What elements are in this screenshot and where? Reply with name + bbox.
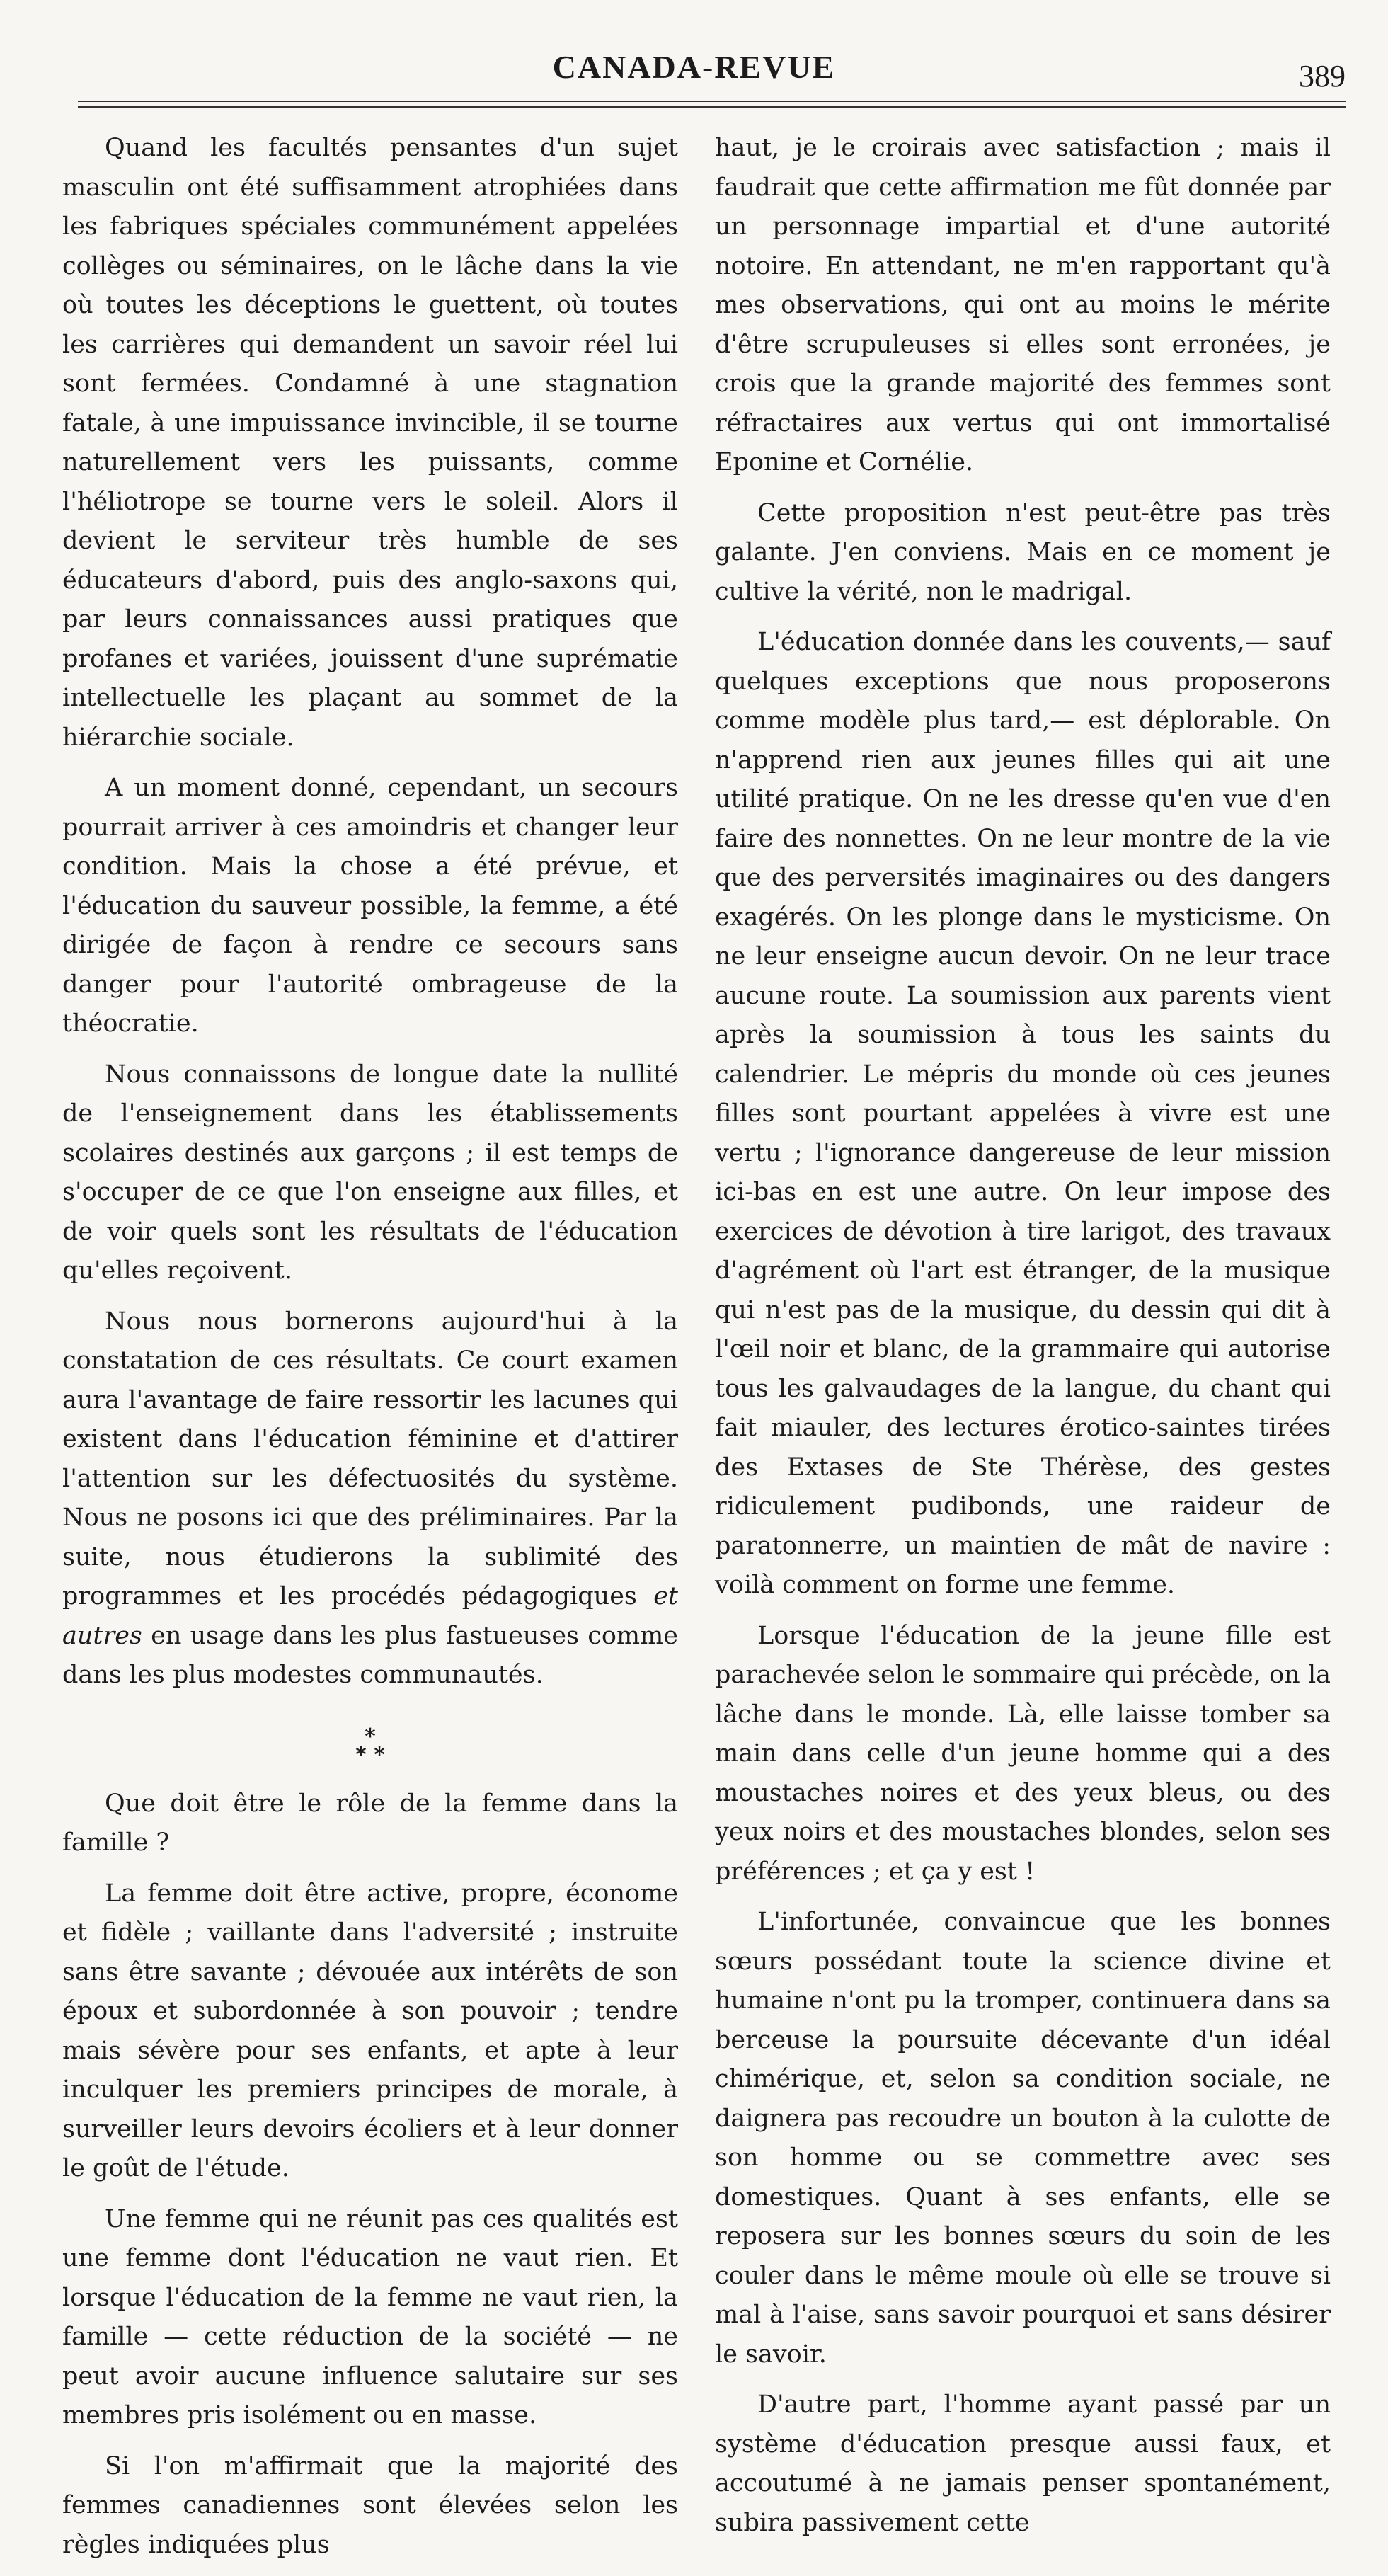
journal-title: CANADA-REVUE (552, 49, 836, 85)
paragraph: A un moment donné, cependant, un secours pourrait arriver à ces amoindris et changer leur condition. Mais la chose a été prévue, et l'éducation du sauveur possible, la femme, a été dirigée de façon à rendre ce secours sans danger pour l'autorité ombrageuse de la théocratie. (62, 774, 678, 1038)
paragraph: Si l'on m'affirmait que la majorité des femmes canadiennes sont élevées selon les règles indiquées plus (62, 2451, 678, 2559)
paragraph: Cette proposition n'est peut-être pas très galante. J'en conviens. Mais en ce moment je cultive la vérité, non le madrigal. (715, 498, 1331, 606)
page-header (0, 0, 1388, 113)
paragraph: Nous connaissons de longue date la nullité de l'enseignement dans les établissements scolaires destinés aux garçons ; il est temps de s'occuper de ce que l'on enseigne aux filles, et de voir quels sont les résultats de l'éducation qu'elles reçoivent. (62, 1060, 678, 1285)
asterism-bottom: * * (355, 1742, 385, 1768)
italic-phrase: et autres (62, 1582, 678, 1650)
left-column (62, 129, 678, 2576)
paragraph: Quand les facultés pensantes d'un sujet masculin ont été suffisamment atrophiées dans les fabriques spéciales communément appelées collèges ou séminaires, on le lâche dans la vie où toutes les déceptions le guettent, où toutes les carrières qui demandent un savoir réel lui sont fermées. Condamné à une stagnation fatale, à une impuissance invincible, il se tourne naturellement vers les puissants, comme l'héliotrope se tourne vers le soleil. Alors il devient le serviteur très humble de ses éducateurs d'abord, puis des anglo-saxons qui, par leurs connaissances aussi pratiques que profanes et variées, jouissent d'une suprématie intellectuelle les plaçant au sommet de la hiérarchie sociale. (62, 134, 678, 752)
asterism-top: * (365, 1724, 376, 1749)
paragraph: Lorsque l'éducation de la jeune fille est parachevée selon le sommaire qui précède, on la lâche dans le monde. Là, elle laisse tomber sa main dans celle d'un jeune homme qui a des moustaches noires et des yeux bleus, ou des yeux noirs et des moustaches blondes, selon ses préférences ; et ça y est ! (715, 1621, 1331, 1886)
page-number: 389 (1299, 59, 1346, 93)
paragraph: La femme doit être active, propre, économe et fidèle ; vaillante dans l'adversité ; instruite sans être savante ; dévouée aux intérêts de son époux et subordonnée à son pouvoir ; tendre mais sévère pour ses enfants, et apte à leur inculquer les premiers principes de morale, à surveiller leurs devoirs écoliers et à leur donner le goût de l'étude. (62, 1879, 678, 2182)
paragraph-text: Nous nous bornerons aujourd'hui à la constatation de ces résultats. Ce court examen aura l'avantage de faire ressortir les lacunes qui existent dans l'éducation féminine et d'attirer l'attention sur les défectuosités du système. Nous ne posons ici que des préliminaires. Par la suite, nous étudierons la sublimité des programmes et les procédés pédagogiques (62, 1307, 678, 1610)
right-column (715, 129, 1331, 2554)
paragraph: L'éducation donnée dans les couvents,— sauf quelques exceptions que nous proposerons comme modèle plus tard,— est déplorable. On n'apprend rien aux jeunes filles qui ait une utilité pratique. On ne les dresse qu'en vue d'en faire des nonnettes. On ne leur montre de la vie que des perversités imaginaires ou des dangers exagérés. On les plonge dans le mysticisme. On ne leur enseigne aucun devoir. On ne leur trace aucune route. La soumission aux parents vient après la soumission à tous les saints du calendrier. Le mépris du monde où ces jeunes filles sont pourtant appelées à vivre est une vertu ; l'ignorance dangereuse de leur mission ici-bas en est une autre. On leur impose des exercices de dévotion à tire larigot, des travaux d'agrément où l'art est étranger, de la musique qui n'est pas de la musique, du dessin qui dit à l'œil noir et blanc, de la grammaire qui autorise tous les galvaudages de la langue, du chant qui fait miauler, des lectures érotico-saintes tirées des Extases de Ste Thérèse, des gestes ridiculement pudibonds, une raideur de paratonnerre, un maintien de mât de navire : voilà comment on forme une femme. (715, 628, 1331, 1599)
paragraph: Une femme qui ne réunit pas ces qualités est une femme dont l'éducation ne vaut rien. Et lorsque l'éducation de la femme ne vaut rien, la famille — cette réduction de la société — ne peut avoir aucune influence salutaire sur ses membres pris isolément ou en masse. (62, 2204, 678, 2429)
section-asterism (62, 1724, 678, 1768)
paragraph: L'infortunée, convaincue que les bonnes sœurs possédant toute la science divine et humaine n'ont pu la tromper, continuera dans sa berceuse la poursuite décevante d'un idéal chimérique, et, selon sa condition sociale, ne daignera pas recoudre un bouton à la culotte de son homme ou se commettre avec ses domestiques. Quant à ses enfants, elle se reposera sur les bonnes sœurs du soin de les couler dans le même moule où elle se trouve si mal à l'aise, sans savoir pourquoi et sans désirer le savoir. (715, 1908, 1331, 2369)
paragraph-continued: haut, je le croirais avec satisfaction ; mais il faudrait que cette affirmation me fût donnée par un personnage impartial et d'une autorité notoire. En attendant, ne m'en rapportant qu'à mes observations, qui ont au moins le mérite d'être scrupuleuses si elles sont erronées, je crois que la grande majorité des femmes sont réfractaires aux vertus qui ont immortalisé Eponine et Cornélie. (715, 134, 1331, 476)
paragraph (62, 1303, 678, 1695)
paragraph: D'autre part, l'homme ayant passé par un système d'éducation presque aussi faux, et accoutumé à ne jamais penser spontanément, subira passivement cette (715, 2391, 1331, 2537)
paragraph: Que doit être le rôle de la femme dans la famille ? (62, 1789, 678, 1857)
header-rule-top (78, 101, 1346, 102)
header-rule-bottom (78, 106, 1346, 108)
paragraph-text: en usage dans les plus fastueuses comme dans les plus modestes communautés. (62, 1621, 678, 1689)
